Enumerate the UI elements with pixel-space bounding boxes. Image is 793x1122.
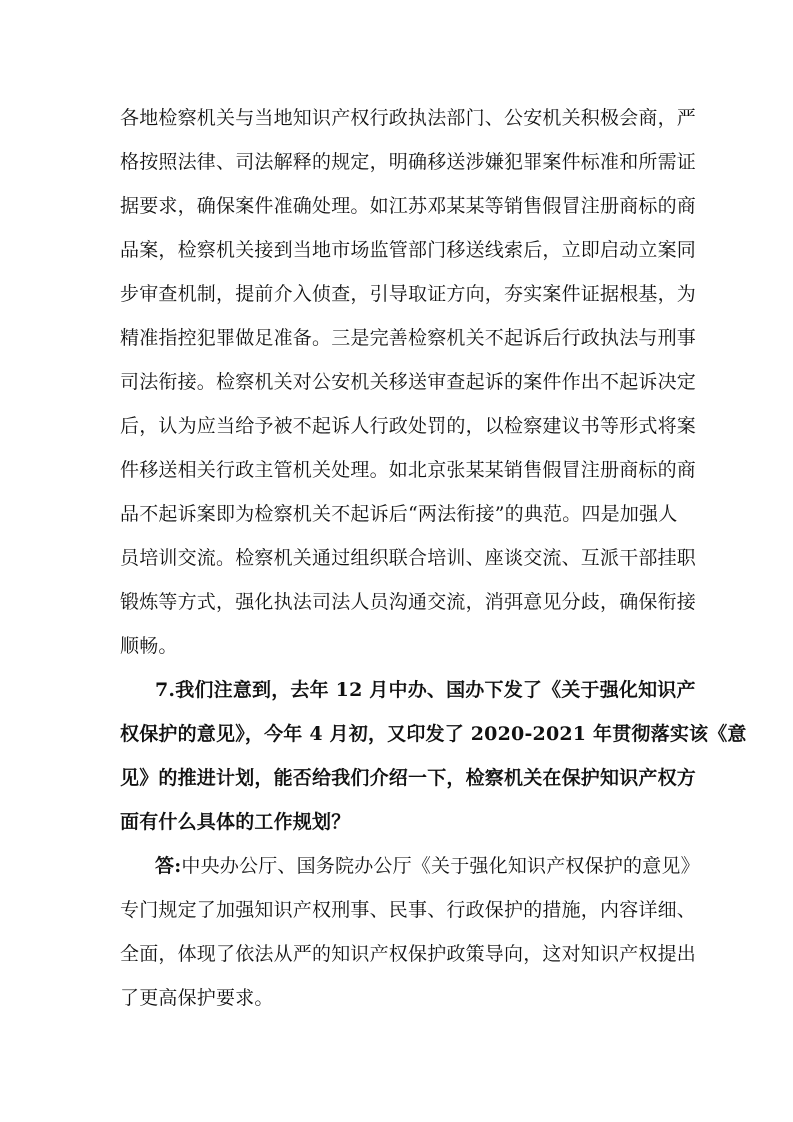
- answer-label: 答:: [155, 855, 182, 877]
- answer-first-line: [155, 852, 700, 880]
- text-line: 品不起诉案即为检察机关不起诉后“两法衔接”的典范。四是加强人: [120, 503, 678, 525]
- text-line: 件移送相关行政主管机关处理。如北京张某某销售假冒注册商标的商: [120, 459, 697, 481]
- text-line: 员培训交流。检察机关通过组织联合培训、座谈交流、互派干部挂职: [120, 547, 697, 569]
- answer-line: 专门规定了加强知识产权刑事、民事、行政保护的措施，内容详细、: [120, 899, 697, 921]
- text-line: 顺畅。: [120, 635, 178, 657]
- text-line: 各地检察机关与当地知识产权行政执法部门、公安机关积极会商，严: [120, 107, 697, 129]
- text-line: 品案，检察机关接到当地市场监管部门移送线索后，立即启动立案同: [120, 239, 697, 261]
- text-line: 据要求，确保案件准确处理。如江苏邓某某等销售假冒注册商标的商: [120, 195, 697, 217]
- text-line: 精准指控犯罪做足准备。三是完善检察机关不起诉后行政执法与刑事: [120, 327, 697, 349]
- text-line: 步审查机制，提前介入侦查，引导取证方向，夯实案件证据根基，为: [120, 283, 697, 305]
- question-line: 面有什么具体的工作规划？: [120, 811, 351, 833]
- text-line: 后，认为应当给予被不起诉人行政处罚的，以检察建议书等形式将案: [120, 415, 697, 437]
- question-line: 权保护的意见》，今年 4 月初，又印发了 2020-2021 年贯彻落实该《意: [120, 723, 747, 745]
- question-line: 见》的推进计划，能否给我们介绍一下，检察机关在保护知识产权方: [120, 767, 697, 789]
- text-line: 格按照法律、司法解释的规定，明确移送涉嫌犯罪案件标准和所需证: [120, 151, 697, 173]
- answer-line: 了更高保护要求。: [120, 987, 274, 1009]
- answer-line: 全面，体现了依法从严的知识产权保护政策导向，这对知识产权提出: [120, 943, 697, 965]
- text-line: 司法衔接。检察机关对公安机关移送审查起诉的案件作出不起诉决定: [120, 371, 697, 393]
- question-line: 7.我们注意到，去年 12 月中办、国办下发了《关于强化知识产: [155, 679, 696, 701]
- text-line: 锻炼等方式，强化执法司法人员沟通交流，消弭意见分歧，确保衔接: [120, 591, 697, 613]
- answer-text: 中央办公厅、国务院办公厅《关于强化知识产权保护的意见》: [181, 855, 700, 877]
